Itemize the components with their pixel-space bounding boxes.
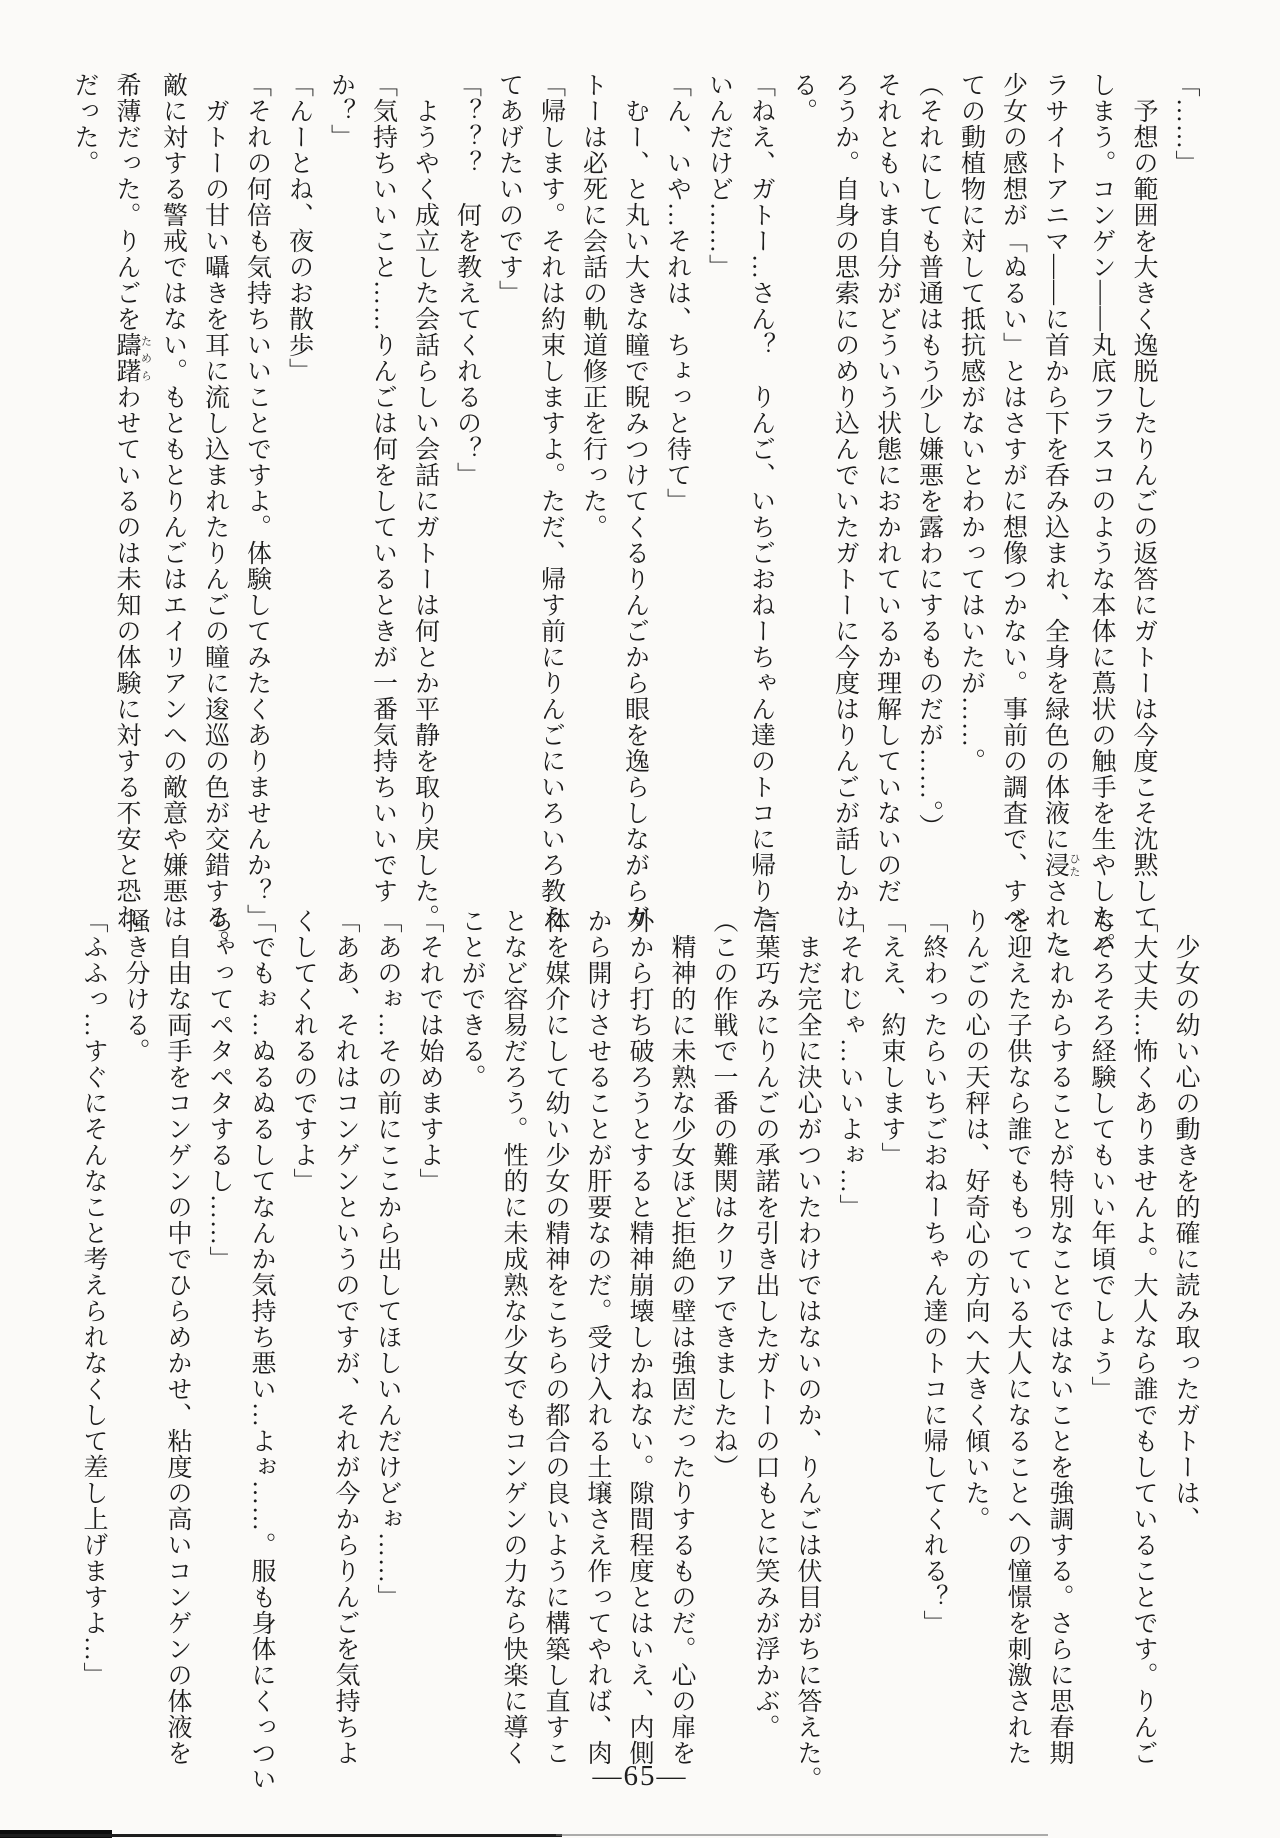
text-column: ガトーの甘い囁きを耳に流し込まれたりんごの瞳に逡巡の色が交錯する。 (201, 98, 229, 956)
text-column: （この作戦で一番の難関はクリアできましたね） (710, 908, 737, 1480)
text-column: くしてくれるのですよ」 (290, 908, 317, 1194)
text-column: 外から打ち破ろうとすると精神崩壊しかねない。隙間程度とはいえ、内側 (626, 908, 653, 1766)
text-column: ろうか。自身の思索にのめり込んでいたガトーに今度はりんごが話しかけ (831, 72, 859, 930)
text-column: まだ完全に決心がついたわけではないのか、りんごは伏目がちに答えた。 (794, 934, 821, 1792)
text-column: ラサイトアニマ――に首から下を呑み込まれ、全身を緑色の体液に浸 ひたされた (1041, 72, 1080, 956)
text-column: 「んーとね、夜のお散歩」 (285, 72, 313, 384)
text-column: 体を媒介にして幼い少女の精神をこちらの都合の良いように構築し直すこ (542, 908, 569, 1766)
text-column: 掻き分ける。 (122, 908, 149, 1064)
text-column: むー、と丸い大きな瞳で睨みつけてくるりんごから眼を逸らしながらガ (621, 98, 649, 930)
text-column: 「でもぉ…ぬるぬるしてなんか気持ち悪い…よぉ……。服も身体にくっつい (248, 908, 275, 1792)
furigana: ひた (1068, 852, 1080, 878)
text-column: ちゃってペタペタするし……」 (206, 908, 233, 1272)
text-column: 「大丈夫…怖くありませんよ。大人なら誰でもしていることです。りんご (1130, 908, 1157, 1766)
scan-edge-line-faint (556, 1834, 1048, 1836)
text-column: 「それの何倍も気持ちいいことですよ。体験してみたくありませんか？」 (243, 72, 271, 930)
furigana: ためら (139, 332, 152, 384)
text-column: てあげたいのです」 (495, 72, 523, 306)
scan-edge-line (0, 1834, 562, 1837)
text-column: 「気持ちいいこと……りんごは何をしているときが一番気持ちいいです (369, 72, 397, 904)
text-column: か？」 (327, 72, 355, 150)
text-column: もそろそろ経験してもいい年頃でしょう」 (1088, 908, 1115, 1402)
text-column: 「帰します。それは約束しますよ。ただ、帰す前にりんごにいろいろ教え (537, 72, 565, 930)
text-column: から開けさせることが肝要なのだ。受け入れる土壌さえ作ってやれば、肉 (584, 908, 611, 1766)
text-column: 予想の範囲を大きく逸脱したりんごの返答にガトーは今度こそ沈黙して (1130, 98, 1157, 930)
text-column: 希薄だった。りんごを躊躇 ためらわせているのは未知の体験に対する不安と恐れ (113, 72, 152, 930)
text-column: 「……」 (1172, 72, 1199, 176)
text-column: 少女の感想が「ぬるい」とはさすがに想像つかない。事前の調査で、すべ (999, 72, 1027, 930)
text-column: 自由な両手をコンゲンの中でひらめかせ、粘度の高いコンゲンの体液を (164, 934, 191, 1766)
text-column: となど容易だろう。性的に未成熟な少女でもコンゲンの力なら快楽に導く (500, 908, 527, 1766)
text-column: 少女の幼い心の動きを的確に読み取ったガトーは、 (1172, 934, 1199, 1532)
text-column: 「ねえ、ガトー…さん？ りんご、いちごおねーちゃん達のトコに帰りた (747, 72, 775, 930)
text-column: 「ふふっ…すぐにそんなこと考えられなくして差し上げますよ…」 (80, 908, 107, 1688)
text-column: トーは必死に会話の軌道修正を行った。 (579, 72, 607, 540)
text-column: 「あのぉ…その前にここから出してほしいんだけどぉ……」 (374, 908, 401, 1610)
page-number: ―65― (592, 1760, 688, 1792)
text-column: 「終わったらいちごおねーちゃん達のトコに帰してくれる？」 (920, 908, 947, 1636)
text-column: ての動植物に対して抵抗感がないとわかってはいたが……。 (957, 72, 985, 774)
text-column: 「ん、いや…それは、ちょっと待て」 (663, 72, 691, 514)
text-column: 「それでは始めますよ」 (416, 908, 443, 1194)
text-column: （それにしても普通はもう少し嫌悪を露わにするものだが……。） (915, 72, 943, 840)
text-column: しまう。コンゲン――丸底フラスコのような本体に蔦状の触手を生やしたパ (1088, 72, 1115, 956)
upper-text-block (63, 72, 1206, 956)
text-column: 敵に対する警戒ではない。もともとりんごはエイリアンへの敵意や嫌悪は (159, 72, 187, 930)
text-column: 「ええ、約束します」 (878, 908, 905, 1168)
text-column: 「それじゃ…いいよぉ…」 (836, 908, 863, 1220)
ruby-annotated-word: 浸 ひた (1041, 852, 1080, 878)
text-column: る。 (789, 72, 817, 124)
text-column: 「？？？ 何を教えてくれるの？」 (453, 72, 481, 488)
text-column: 言葉巧みにりんごの承諾を引き出したガトーの口もとに笑みが浮かぶ。 (752, 908, 779, 1740)
text-column: 「ああ、それはコンゲンというのですが、それが今からりんごを気持ちよ (332, 908, 359, 1766)
text-column: これからすることが特別なことではないことを強調する。さらに思春期 (1046, 934, 1073, 1766)
text-column: を迎えた子供なら誰でももっている大人になることへの憧憬を刺激された (1004, 908, 1031, 1766)
text-column: りんごの心の天秤は、好奇心の方向へ大きく傾いた。 (962, 908, 989, 1532)
ruby-annotated-word: 躊躇 ためら (113, 332, 152, 384)
text-column: いんだけど……」 (705, 72, 733, 280)
text-column: だった。 (71, 72, 98, 176)
text-column: ことができる。 (458, 908, 485, 1090)
text-column: 精神的に未熟な少女ほど拒絶の壁は強固だったりするものだ。心の扉を (668, 934, 695, 1766)
text-column: ようやく成立した会話らしい会話にガトーは何とか平静を取り戻した。 (411, 98, 439, 930)
text-column: それともいま自分がどういう状態におかれているか理解していないのだ (873, 72, 901, 904)
